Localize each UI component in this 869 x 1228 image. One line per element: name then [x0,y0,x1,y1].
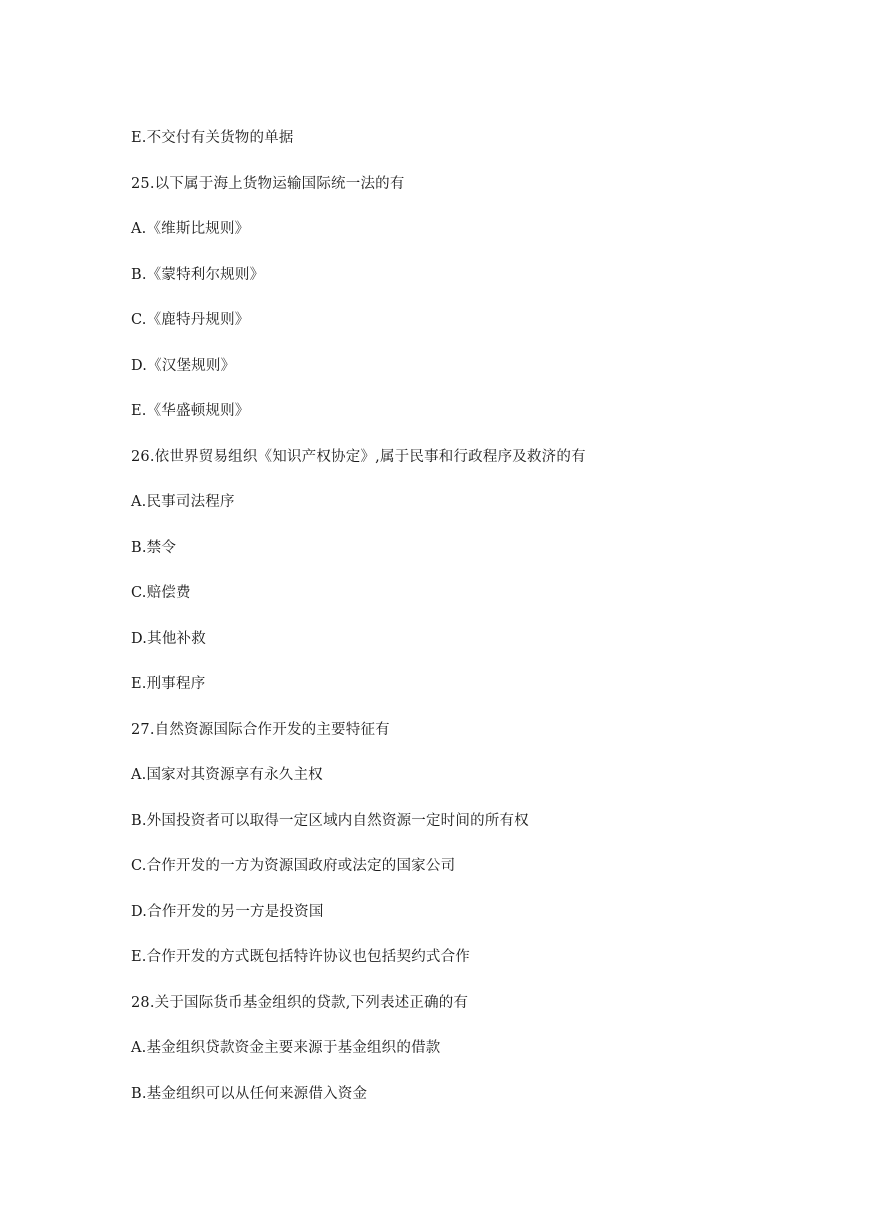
question-26: 26.依世界贸易组织《知识产权协定》,属于民事和行政程序及救济的有 [131,449,586,465]
answer-option-24-e: E.不交付有关货物的单据 [131,130,294,146]
answer-option-27-c: C.合作开发的一方为资源国政府或法定的国家公司 [131,858,456,874]
question-27: 27.自然资源国际合作开发的主要特征有 [131,722,390,738]
answer-option-26-d: D.其他补救 [131,631,206,647]
answer-option-27-b: B.外国投资者可以取得一定区域内自然资源一定时间的所有权 [131,813,529,829]
answer-option-25-e: E.《华盛顿规则》 [131,403,250,419]
question-28: 28.关于国际货币基金组织的贷款,下列表述正确的有 [131,995,469,1011]
answer-option-28-a: A.基金组织贷款资金主要来源于基金组织的借款 [131,1040,441,1056]
answer-option-27-a: A.国家对其资源享有永久主权 [131,767,323,783]
answer-option-25-b: B.《蒙特利尔规则》 [131,267,265,283]
answer-option-26-c: C.赔偿费 [131,585,191,601]
answer-option-26-e: E.刑事程序 [131,676,206,692]
question-25: 25.以下属于海上货物运输国际统一法的有 [131,176,405,192]
answer-option-25-c: C.《鹿特丹规则》 [131,312,250,328]
answer-option-25-d: D.《汉堡规则》 [131,358,236,374]
answer-option-26-b: B.禁令 [131,540,177,556]
answer-option-27-e: E.合作开发的方式既包括特许协议也包括契约式合作 [131,949,470,965]
answer-option-25-a: A.《维斯比规则》 [131,221,250,237]
answer-option-28-b: B.基金组织可以从任何来源借入资金 [131,1086,368,1102]
answer-option-27-d: D.合作开发的另一方是投资国 [131,904,324,920]
answer-option-26-a: A.民事司法程序 [131,494,235,510]
